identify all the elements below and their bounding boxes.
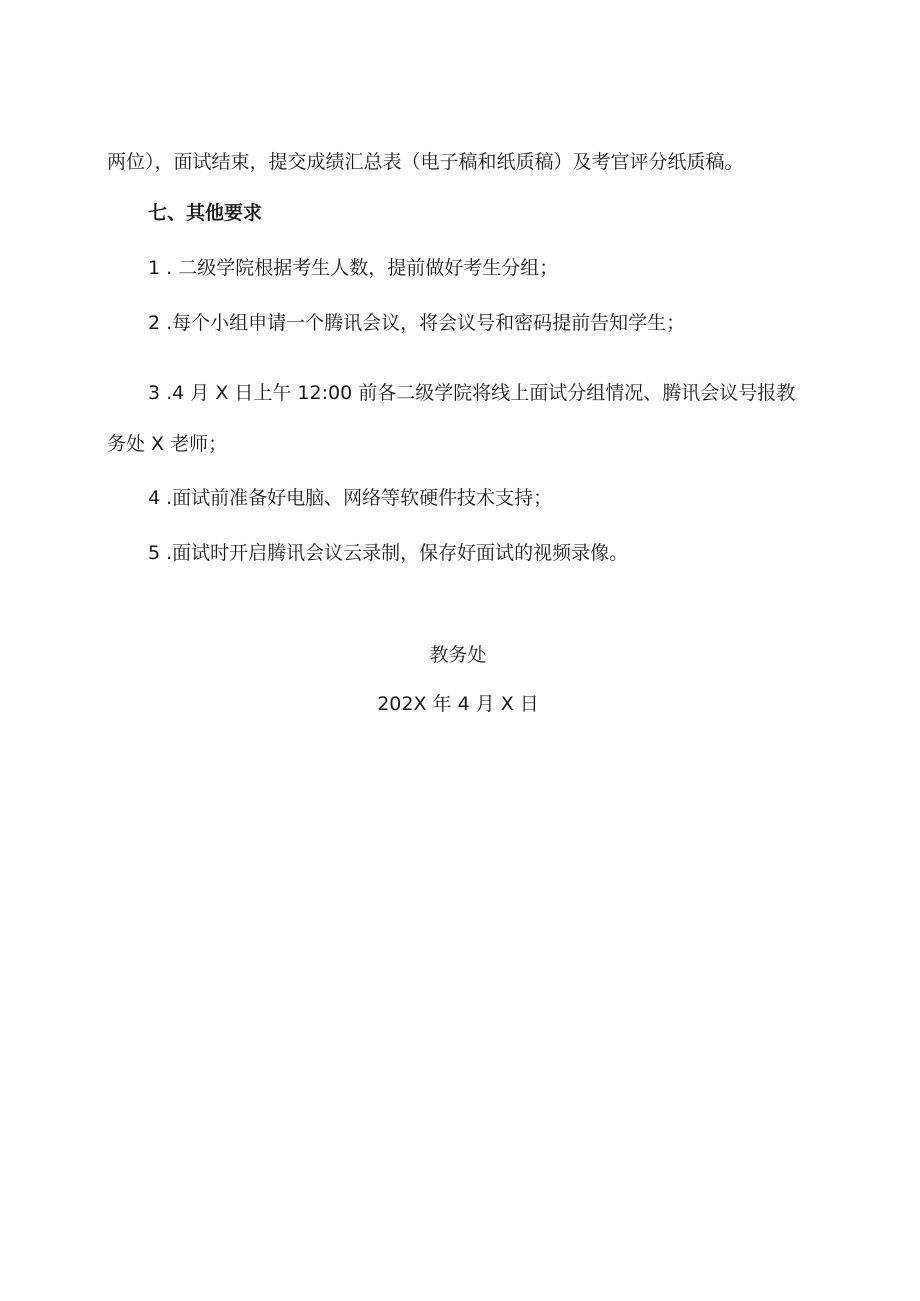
signature-date: 202X 年 4 月 X 日 (377, 693, 539, 715)
list-item-5: 5 .面试时开启腾讯会议云录制，保存好面试的视频录像。 (148, 542, 629, 564)
paragraph-continuation: 两位），面试结束，提交成绩汇总表（电子稿和纸质稿）及考官评分纸质稿。 (107, 151, 744, 173)
signature-office: 教务处 (429, 644, 487, 666)
section-heading: 七、其他要求 (148, 202, 263, 224)
list-item-1: 1 . 二级学院根据考生人数，提前做好考生分组； (148, 257, 559, 279)
list-item-2: 2 .每个小组申请一个腾讯会议，将会议号和密码提前告知学生； (148, 312, 686, 334)
list-item-3-continuation: 务处 X 老师； (107, 433, 228, 455)
list-item-3: 3 .4 月 X 日上午 12:00 前各二级学院将线上面试分组情况、腾讯会议号报教 (148, 382, 796, 404)
list-item-4: 4 .面试前准备好电脑、网络等软硬件技术支持； (148, 487, 553, 509)
